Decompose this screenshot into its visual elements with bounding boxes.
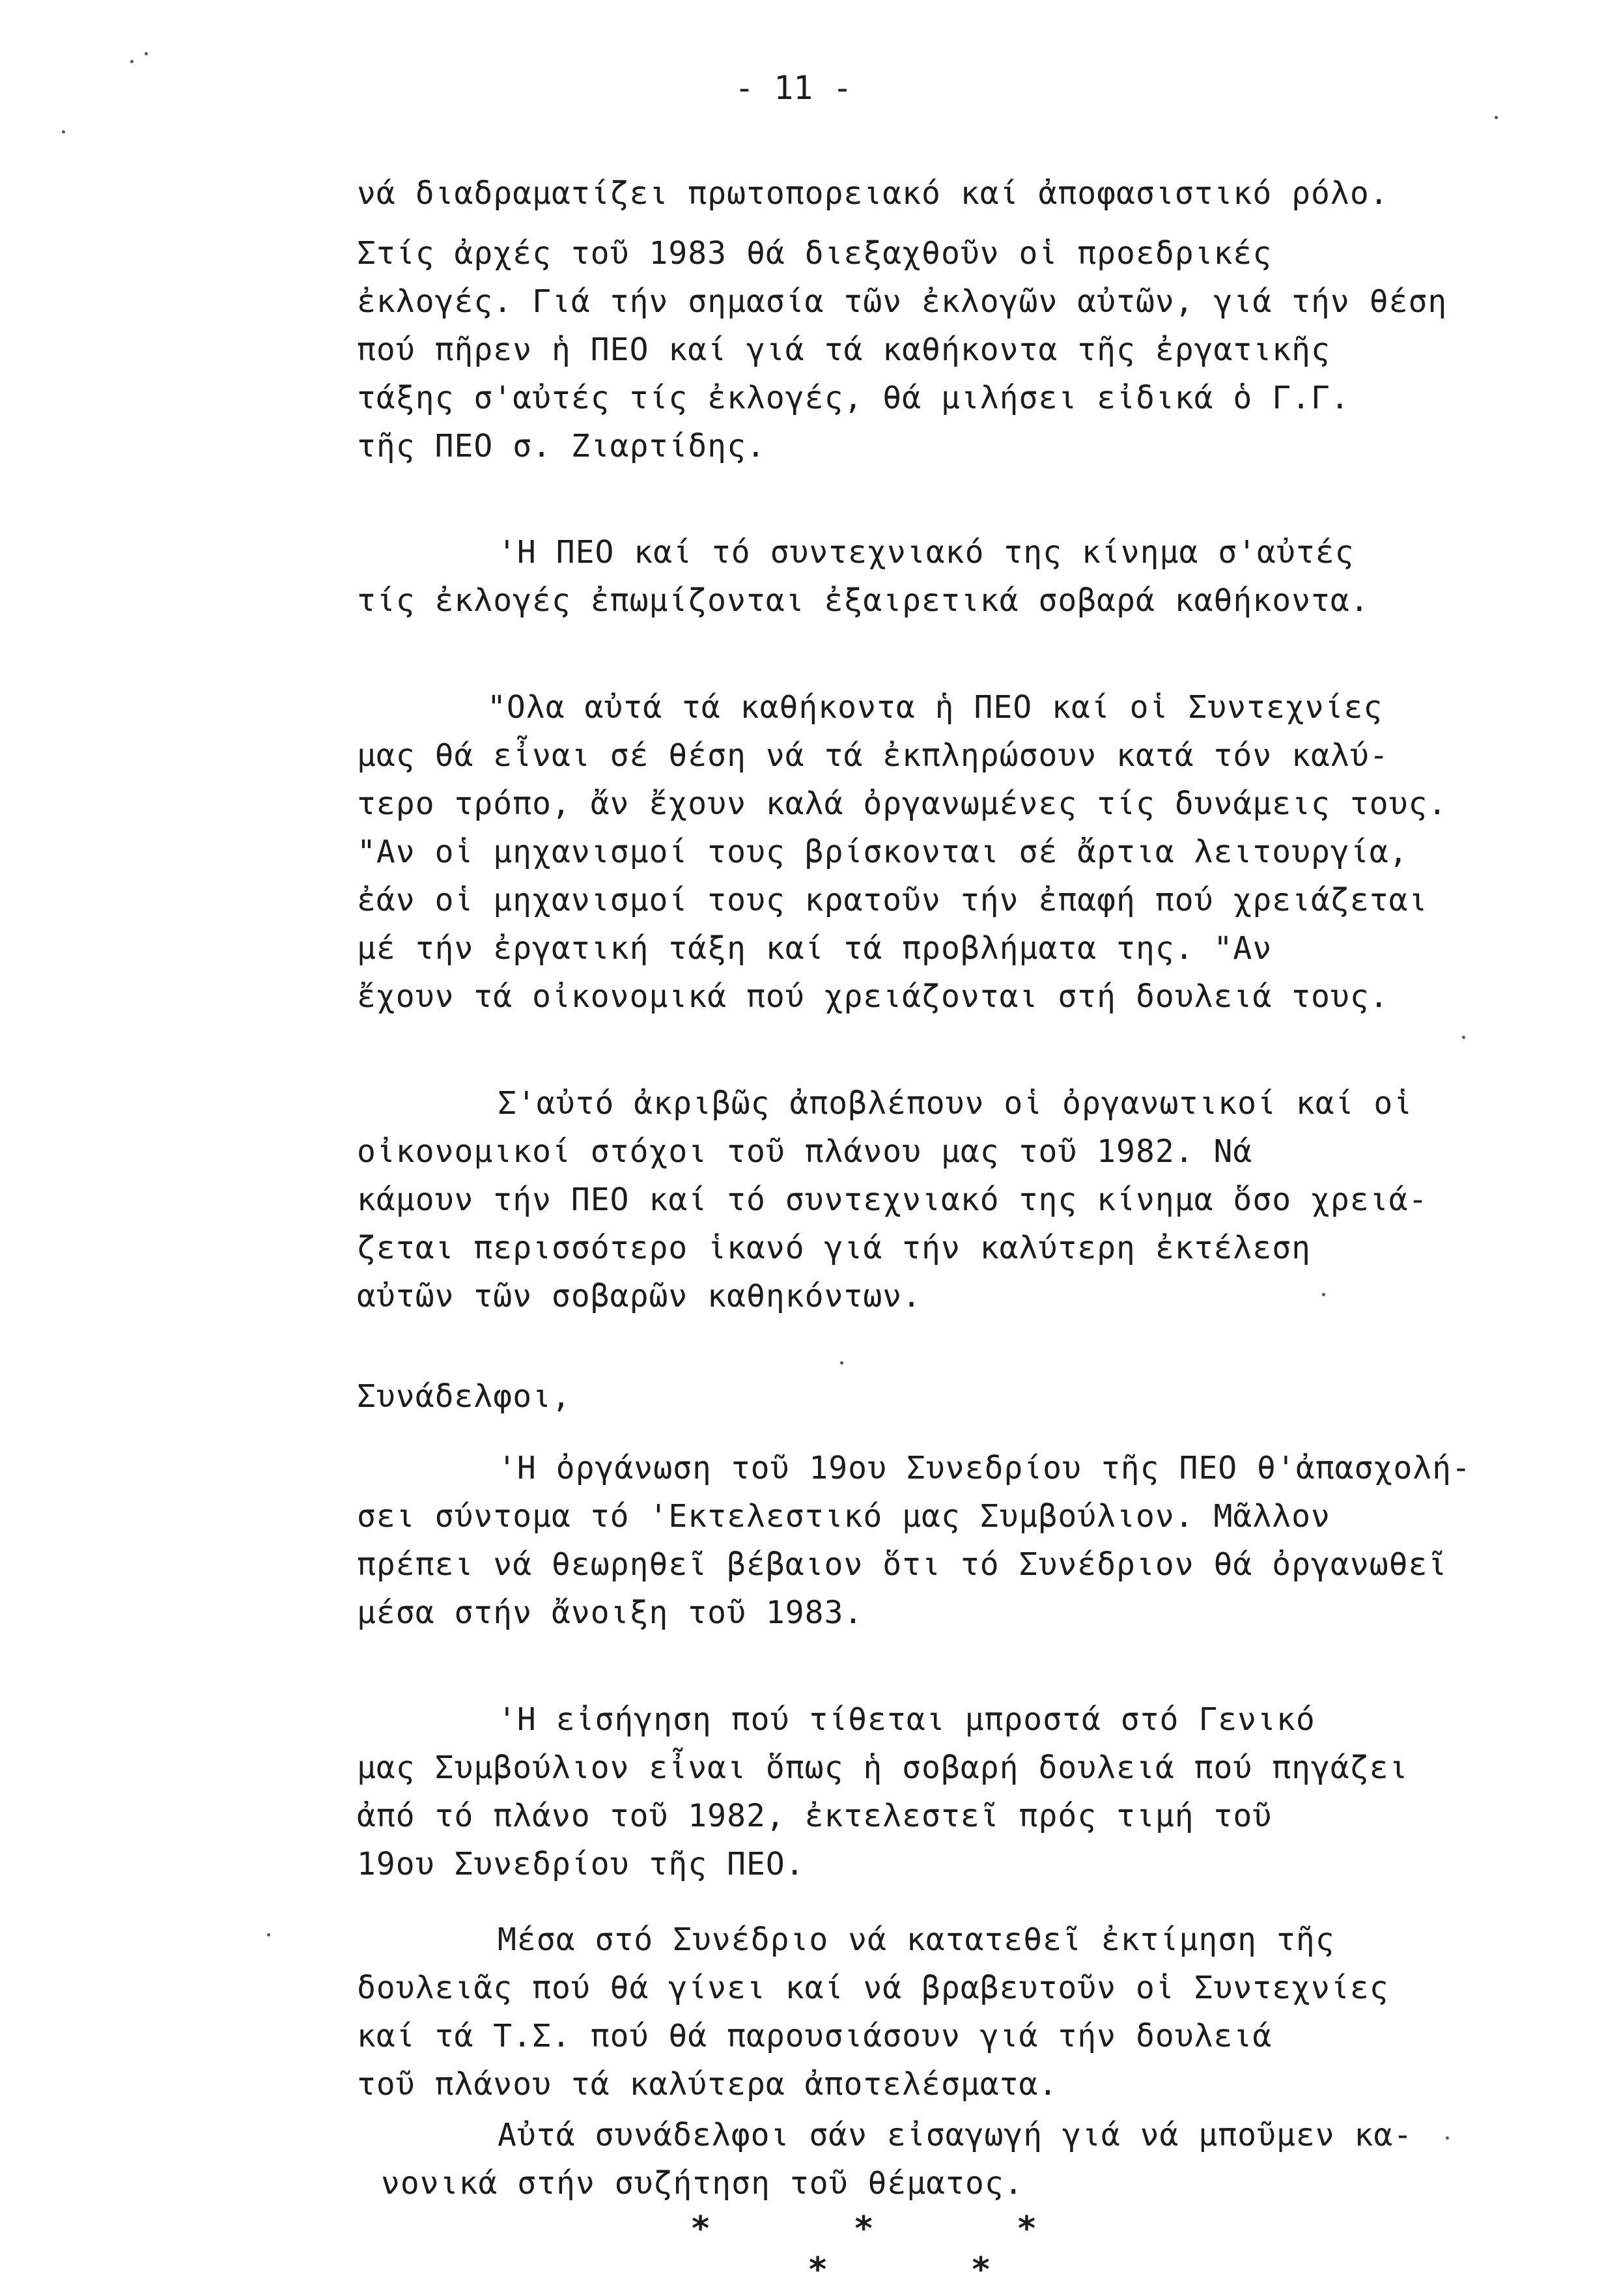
text-line: ἀπό τό πλάνο τοῦ 1982, ἐκτελεστεῖ πρός τιμή τοῦ (357, 1798, 1273, 1834)
text-line: κάμουν τήν ΠΕΟ καί τό συντεχνιακό της κίνημα ὅσο χρειά- (357, 1182, 1428, 1218)
text-line: νονικά στήν συζήτηση τοῦ θέματος. (381, 2165, 1024, 2202)
text-line: 'Η εἰσήγηση πού τίθεται μπροστά στό Γενικό (498, 1701, 1316, 1738)
text-line: αὐτῶν τῶν σοβαρῶν καθηκόντων. (357, 1278, 922, 1314)
scan-speck (130, 60, 134, 63)
text-line: τίς ἐκλογές ἐπωμίζονται ἐξαιρετικά σοβαρά καθήκοντα. (357, 582, 1370, 619)
text-line: σει σύντομα τό 'Εκτελεστικό μας Συμβούλιον. Μᾶλλον (357, 1498, 1330, 1535)
text-line: τερο τρόπο, ἄν ἔχουν καλά ὀργανωμένες τίς δυνάμεις τους. (357, 786, 1448, 822)
ornament-stars-row-1: * * * (690, 2209, 1037, 2248)
text-line: νά διαδραματίζει πρωτοπορειακό καί ἀποφασιστικό ρόλο. (357, 175, 1389, 212)
text-line: ἐάν οἱ μηχανισμοί τους κρατοῦν τήν ἐπαφή πού χρειάζεται (357, 882, 1428, 918)
scan-speck (840, 1361, 843, 1365)
text-line: Αὐτά συνάδελφοι σάν εἰσαγωγή γιά νά μποῦμεν κα- (498, 2117, 1413, 2153)
text-line: ζεται περισσότερο ἱκανό γιά τήν καλύτερη ἐκτέλεση (357, 1230, 1312, 1266)
text-line: δουλειᾶς πού θά γίνει καί νά βραβευτοῦν οἱ Συντεχνίες (357, 1970, 1389, 2006)
text-line: "Αν οἱ μηχανισμοί τους βρίσκονται σέ ἄρτια λειτουργία, (357, 834, 1409, 870)
text-line: 19ου Συνεδρίου τῆς ΠΕΟ. (357, 1846, 805, 1882)
text-line: μέσα στήν ἄνοιξη τοῦ 1983. (357, 1594, 864, 1631)
text-line: τάξης σ'αὐτές τίς ἐκλογές, θά μιλήσει εἰδικά ὁ Γ.Γ. (357, 380, 1350, 416)
text-line: μέ τήν ἐργατική τάξη καί τά προβλήματα της. "Αν (357, 930, 1273, 967)
text-line: 'Η ὀργάνωση τοῦ 19ου Συνεδρίου τῆς ΠΕΟ θ'ἀπασχολή- (498, 1450, 1471, 1486)
scan-speck (145, 52, 148, 55)
text-line: Συνάδελφοι, (357, 1378, 571, 1415)
text-line: οἰκονομικοί στόχοι τοῦ πλάνου μας τοῦ 1982. Νά (357, 1133, 1253, 1170)
text-line: τοῦ πλάνου τά καλύτερα ἀποτελέσματα. (357, 2066, 1058, 2103)
scan-speck (62, 130, 65, 134)
scan-speck (1495, 116, 1498, 119)
text-line: Στίς ἀρχές τοῦ 1983 θά διεξαχθοῦν οἱ προεδρικές (357, 235, 1273, 272)
scan-speck (1462, 1036, 1465, 1039)
text-line: ἔχουν τά οἰκονομικά πού χρειάζονται στή δουλειά τους. (357, 978, 1389, 1015)
page-number: - 11 - (735, 69, 852, 107)
text-line: 'Η ΠΕΟ καί τό συντεχνιακό της κίνημα σ'αὐτές (498, 534, 1355, 571)
text-line: μας θά εἶναι σέ θέση νά τά ἐκπληρώσουν κατά τόν καλύ- (357, 737, 1389, 774)
ornament-stars-row-2: * * (808, 2250, 991, 2289)
text-line: Σ'αὐτό ἀκριβῶς ἀποβλέπουν οἱ ὀργανωτικοί καί οἱ (498, 1085, 1413, 1122)
text-line: Μέσα στό Συνέδριο νά κατατεθεῖ ἐκτίμηση τῆς (498, 1921, 1335, 1958)
text-line: καί τά Τ.Σ. πού θά παρουσιάσουν γιά τήν δουλειά (357, 2018, 1273, 2054)
text-line: "Ολα αὐτά τά καθήκοντα ἡ ΠΕΟ καί οἱ Συντεχνίες (487, 689, 1383, 726)
text-line: μας Συμβούλιον εἶναι ὅπως ἡ σοβαρή δουλειά πού πηγάζει (357, 1750, 1409, 1786)
text-line: πρέπει νά θεωρηθεῖ βέβαιον ὅτι τό Συνέδριον θά ὀργανωθεῖ (357, 1546, 1448, 1583)
scan-speck (267, 1933, 270, 1936)
scan-speck (1446, 2136, 1449, 2140)
text-line: ἐκλογές. Γιά τήν σημασία τῶν ἐκλογῶν αὐτῶν, γιά τήν θέση (357, 283, 1448, 320)
text-line: πού πῆρεν ἡ ΠΕΟ καί γιά τά καθήκοντα τῆς ἐργατικῆς (357, 332, 1330, 368)
text-line: τῆς ΠΕΟ σ. Ζιαρτίδης. (357, 428, 766, 464)
scan-speck (1322, 1293, 1325, 1296)
